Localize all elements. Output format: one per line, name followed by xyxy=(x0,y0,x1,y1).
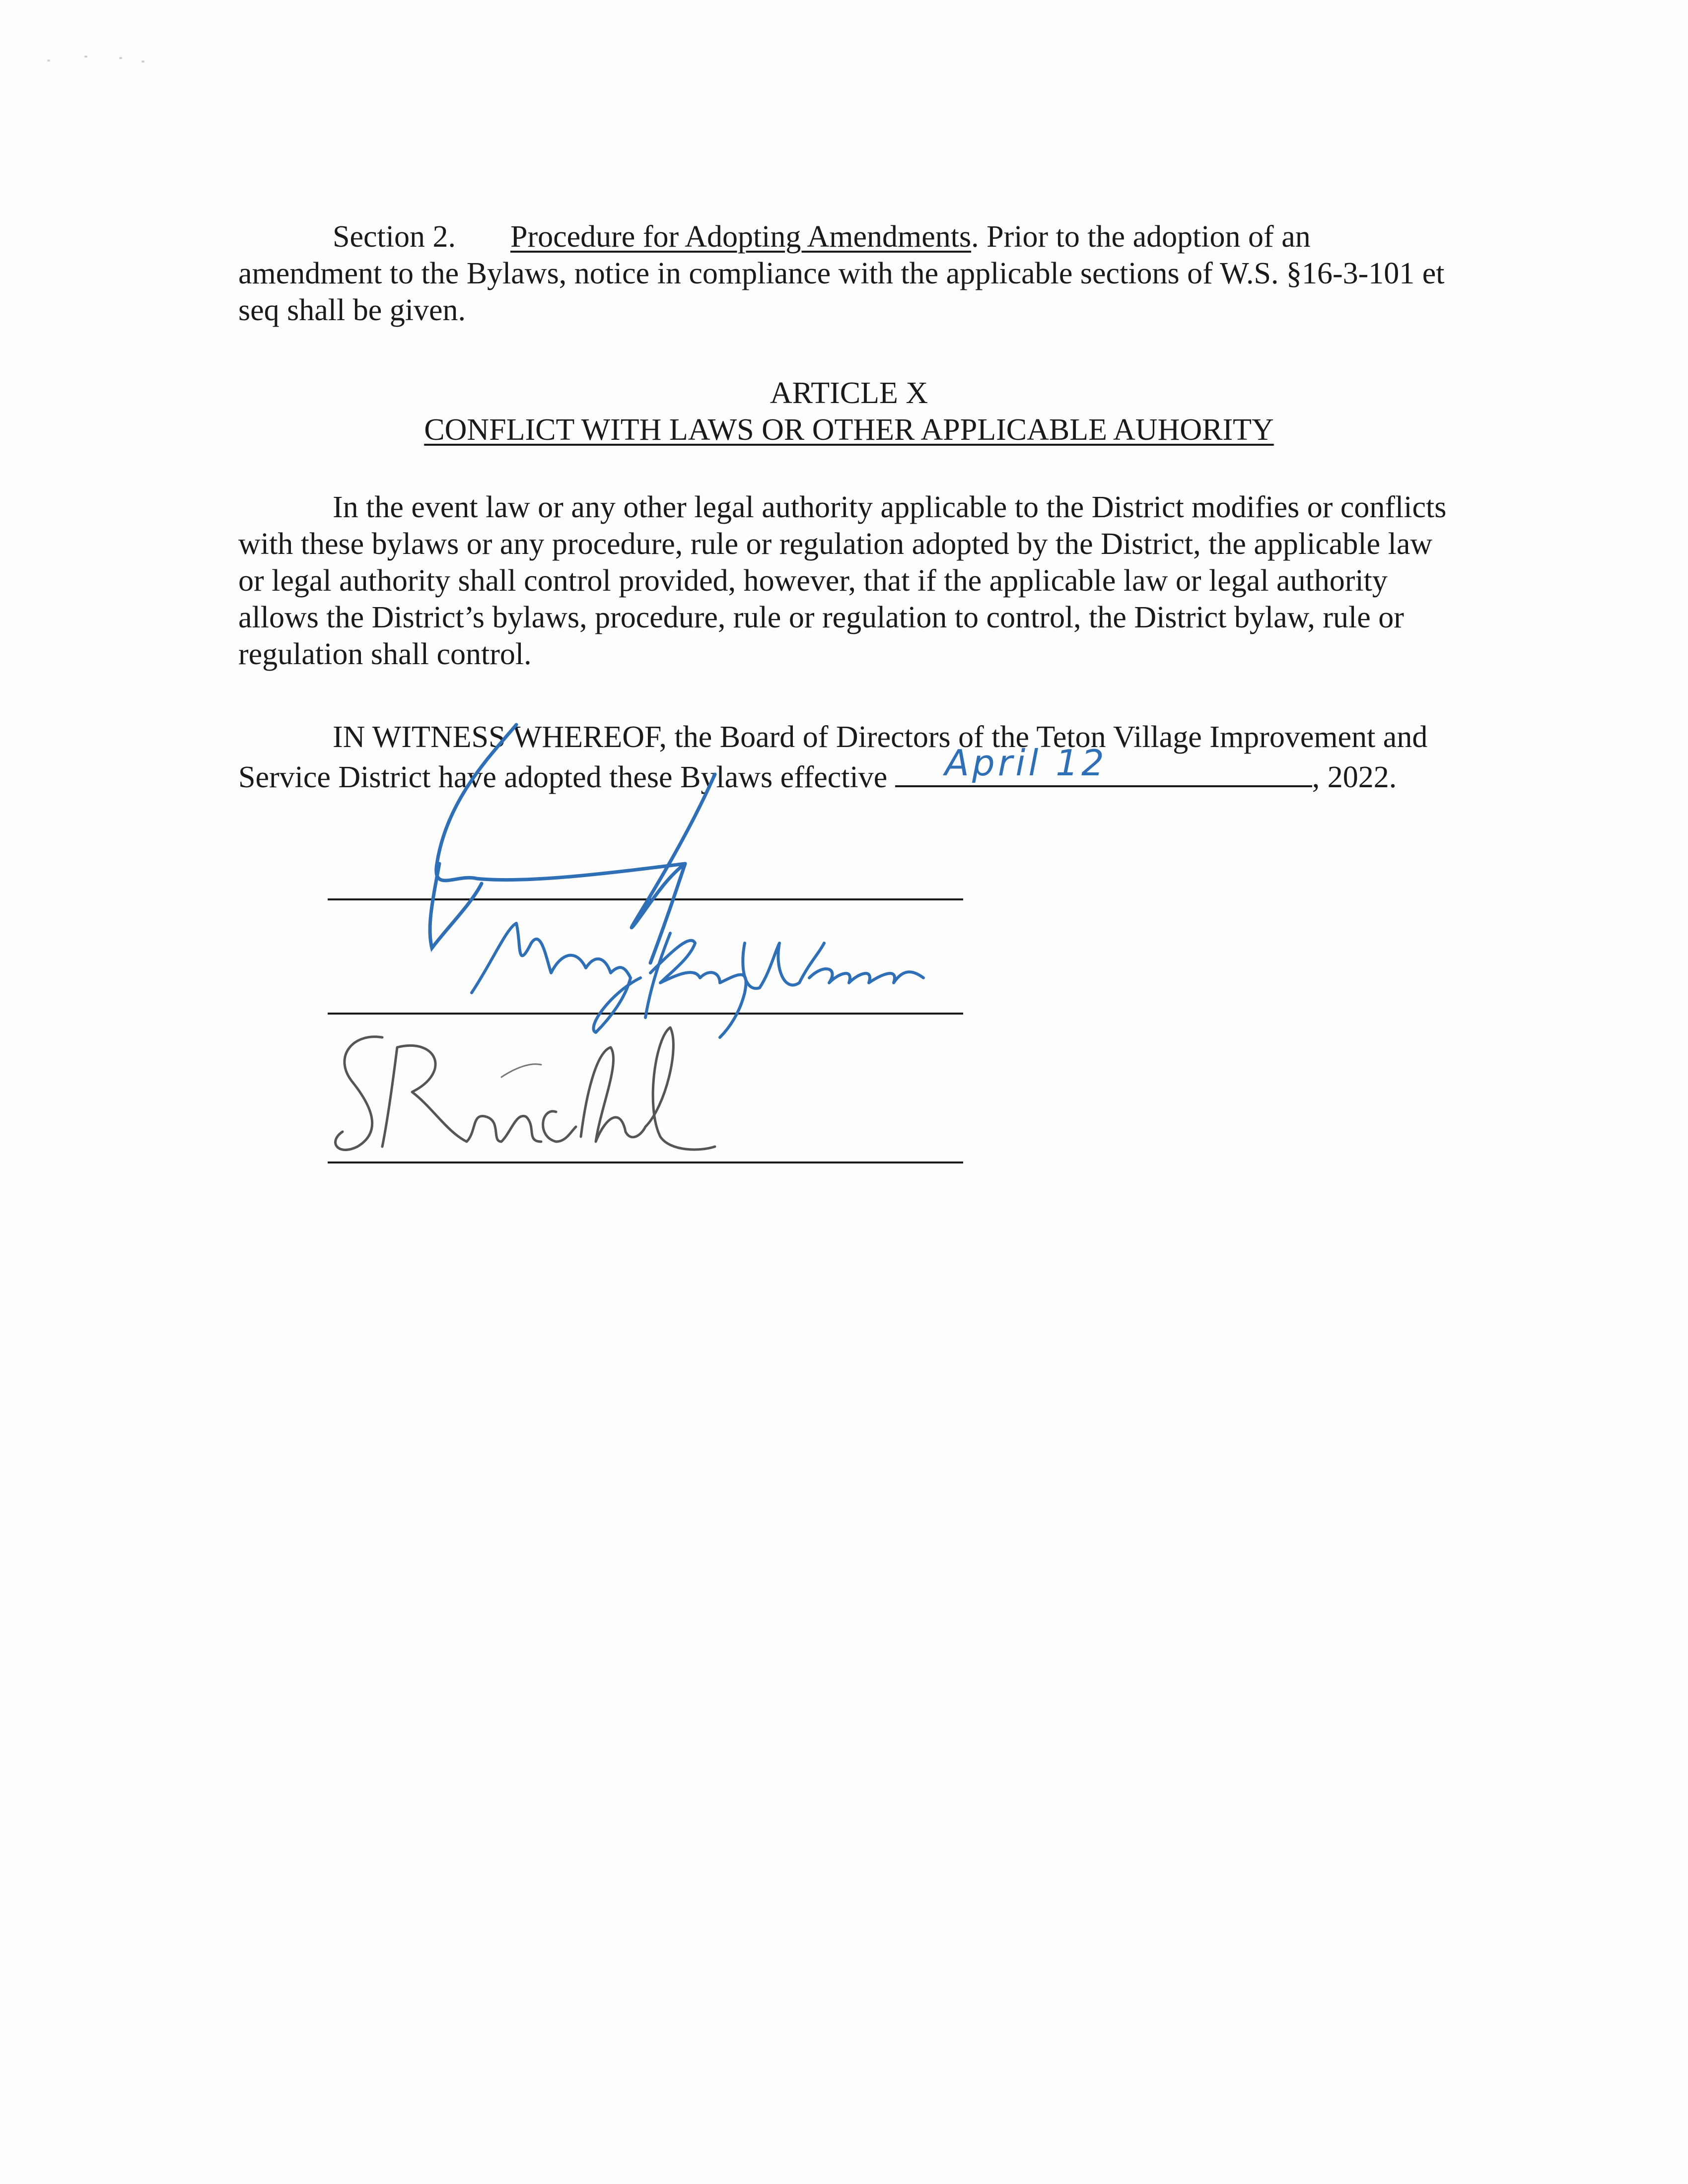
article-heading xyxy=(238,375,1460,448)
section-heading: Procedure for Adopting Amendments xyxy=(510,220,972,254)
section-text-line1: . Prior to the adoption of an xyxy=(971,220,1311,254)
scan-speck xyxy=(84,56,87,58)
article-body xyxy=(238,489,1460,673)
scan-speck xyxy=(119,57,122,59)
scan-speck xyxy=(141,61,144,63)
section-text-rest: amendment to the Bylaws, notice in compliance with the applicable sections of W.S. §16-3-101 et seq shall be given. xyxy=(238,257,1445,327)
section-label: Section 2. xyxy=(333,220,456,254)
scan-speck xyxy=(47,60,50,62)
article-title: CONFLICT WITH LAWS OR OTHER APPLICABLE AUHORITY xyxy=(424,413,1274,447)
date-field xyxy=(895,742,1312,787)
date-handwritten: April 12 xyxy=(944,742,1107,784)
signature-3-image xyxy=(323,1018,720,1166)
article-body-text: In the event law or any other legal authority applicable to the District modifies or conflicts with these bylaws or any procedure, rule or regulation adopted by the District, the applicable law or legal authority shall control provided, however, that if the applicable law or legal authority allows the District’s bylaws, procedure, rule or regulation to control, the District bylaw, rule or regulation shall control. xyxy=(238,490,1447,671)
section-2-paragraph xyxy=(238,218,1460,329)
year-suffix: , 2022. xyxy=(1312,760,1397,794)
article-number: ARTICLE X xyxy=(770,376,928,410)
witness-text: IN WITNESS WHEREOF, the Board of Directors of the Teton Village Improvement and Service District have adopted these Bylaws effective xyxy=(238,720,1428,794)
